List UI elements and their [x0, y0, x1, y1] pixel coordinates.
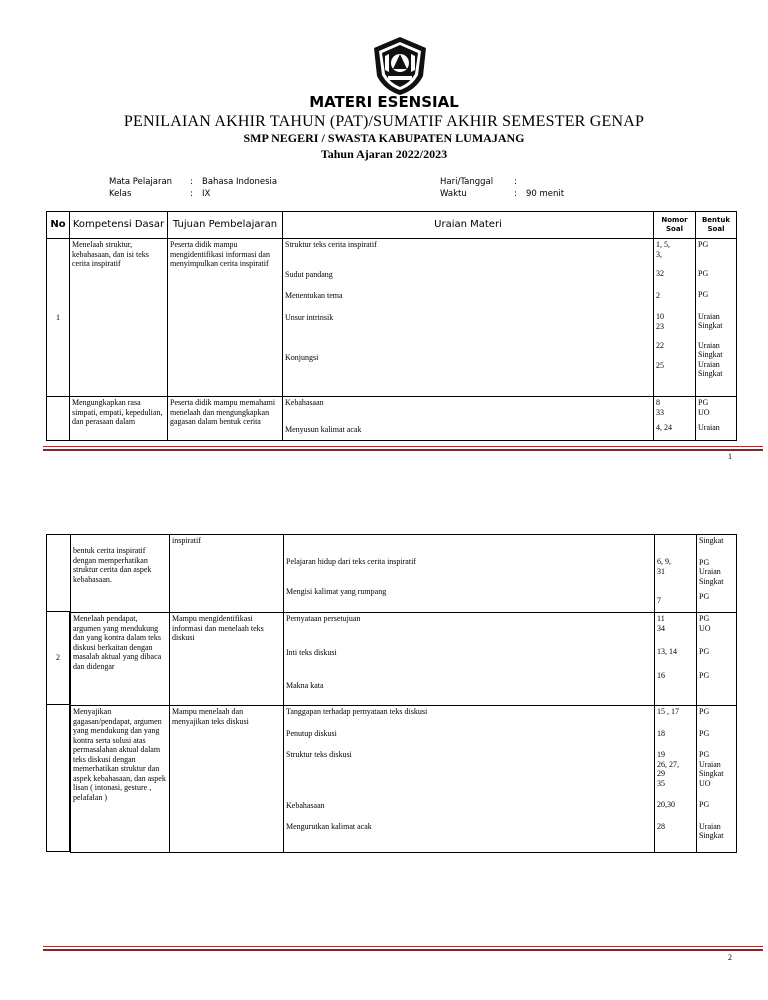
materi-item: Menyusun kalimat acak — [285, 424, 362, 434]
header-kompetensi-dasar: Kompetensi Dasar — [70, 212, 168, 239]
materi-cell — [283, 397, 654, 441]
bentuk-item: Uraian — [699, 759, 721, 769]
tp-cell: Peserta didik mampu mengidentifikasi informasi dan menyimpulkan cerita inspiratif — [168, 239, 283, 397]
kd-cell: Mengungkapkan rasa simpati, empati, kepedulian, dan perasaan dalam — [70, 397, 168, 441]
bentuk-item: UO — [699, 623, 711, 633]
mapel-label: Mata Pelajaran — [109, 177, 173, 187]
bentuk-item: PG — [699, 800, 710, 809]
row-number: 2 — [47, 612, 70, 705]
bentuk-item: Uraian — [699, 821, 721, 831]
kd-cell — [71, 535, 170, 613]
bentuk-item: Singkat — [698, 350, 723, 359]
header-uraian-materi: Uraian Materi — [283, 212, 654, 239]
header-tujuan-pembelajaran: Tujuan Pembelajaran — [168, 212, 283, 239]
bentuk-item: PG — [698, 398, 709, 407]
hari-colon: : — [514, 177, 517, 187]
materi-table-page1 — [46, 211, 737, 441]
bentuk-item: PG — [698, 240, 709, 249]
bentuk-cell — [696, 239, 737, 397]
materi-item: Mengisi kalimat yang rumpang — [286, 586, 387, 596]
footer-rule — [43, 949, 763, 951]
header-bentuk-soal: Bentuk Soal — [696, 212, 737, 239]
kelas-colon: : — [190, 189, 193, 199]
nomor-item: 33 — [656, 407, 664, 417]
bentuk-item: PG — [699, 557, 710, 567]
footer-rule — [43, 946, 763, 947]
nomor-cell — [655, 613, 697, 706]
materi-item: Konjungsi — [285, 353, 319, 362]
bentuk-item: Singkat — [699, 831, 724, 840]
hari-label: Hari/Tanggal — [440, 177, 494, 187]
kd-cell: Menyajikan gagasan/pendapat, argumen yang mendukung dan yang kontra serta solusi atas permasalahan aktual dalam teks diskusi dengan memerhatikan struktur dan aspek kebahasaan, dan aspek lisan ( intonasi, gesture , pelafalan ) — [71, 706, 170, 853]
kelas-label: Kelas — [109, 189, 132, 199]
document-subtitle: PENILAIAN AKHIR TAHUN (PAT)/SUMATIF AKHIR SEMESTER GENAP — [123, 113, 645, 130]
academic-year: Tahun Ajaran 2022/2023 — [320, 147, 448, 161]
bentuk-item: PG — [699, 670, 710, 680]
footer-rule — [43, 446, 763, 447]
materi-cell — [284, 613, 655, 706]
waktu-value: 90 menit — [526, 189, 565, 199]
tp-cell: Peserta didik mampu memahami menelaah dan mengungkapkan gagasan dalam bentuk cerita — [168, 397, 283, 441]
bentuk-cell — [697, 706, 737, 853]
nomor-item: 18 — [657, 728, 665, 738]
waktu-colon: : — [514, 189, 517, 199]
lumajang-regency-logo — [371, 36, 429, 96]
bentuk-item: Singkat — [698, 321, 723, 330]
nomor-item: 7 — [657, 596, 661, 605]
document-title: MATERI ESENSIAL — [309, 93, 459, 111]
bentuk-cell — [697, 613, 737, 706]
materi-cell — [283, 239, 654, 397]
bentuk-item: Uraian — [698, 423, 720, 432]
bentuk-item: PG — [699, 592, 710, 601]
nomor-item: 25 — [656, 360, 664, 370]
nomor-item: 26, 27, — [657, 759, 679, 769]
mapel-colon: : — [190, 177, 193, 187]
materi-item: Makna kata — [286, 681, 324, 690]
row-number — [47, 397, 70, 441]
bentuk-item: PG — [699, 728, 710, 738]
kd-text: bentuk cerita inspiratif dengan memperhatikan struktur cerita dan aspek kebahasaan. — [73, 546, 152, 584]
table-row — [71, 613, 737, 706]
nomor-item: 2 — [656, 290, 660, 300]
nomor-item: 15 , 17 — [657, 707, 679, 716]
nomor-item: 4, 24 — [656, 423, 672, 432]
materi-item: Menentukan tema — [285, 291, 343, 300]
nomor-item: 20,30 — [657, 800, 675, 809]
kd-cell: Menelaah pendapat, argumen yang mendukung dan yang kontra dalam teks diskusi berkaitan dengan masalah aktual yang dibaca dan didengar — [71, 613, 170, 706]
nomor-item: 28 — [657, 821, 665, 831]
nomor-item: 1, 5, — [656, 240, 670, 249]
materi-cell — [284, 535, 655, 613]
nomor-item: 35 — [657, 778, 665, 788]
materi-item: Unsur intrinsik — [285, 312, 334, 322]
materi-item: Tanggapan terhadap pernyataan teks diskusi — [286, 707, 428, 716]
nomor-item: 23 — [656, 321, 664, 331]
mapel-value: Bahasa Indonesia — [202, 177, 278, 187]
nomor-item: 34 — [657, 623, 665, 633]
bentuk-item: PG — [698, 268, 709, 278]
materi-item: Kebahasaan — [285, 398, 324, 407]
bentuk-item: Singkat — [698, 369, 723, 378]
page-number: 2 — [728, 953, 732, 962]
bentuk-item: Singkat — [699, 576, 724, 586]
bentuk-item: Uraian — [698, 359, 720, 369]
bentuk-item: Singkat — [699, 769, 724, 778]
materi-item: Mengurutkan kalimat acak — [286, 822, 372, 831]
materi-item: Inti teks diskusi — [286, 647, 337, 657]
nomor-item: 6, 9, — [657, 557, 671, 566]
row-number: 1 — [47, 239, 70, 397]
nomor-item: 8 — [656, 398, 660, 407]
header-no: No — [47, 212, 70, 239]
materi-item: Penutup diskusi — [286, 728, 337, 738]
bentuk-item: PG — [698, 290, 709, 299]
kelas-value: IX — [202, 189, 211, 199]
nomor-item: 32 — [656, 269, 664, 278]
bentuk-item: Uraian — [698, 311, 720, 321]
waktu-label: Waktu — [440, 189, 467, 199]
nomor-cell — [655, 706, 697, 853]
nomor-item: 19 — [657, 750, 665, 759]
tp-cell: Mampu mengidentifikasi informasi dan menelaah teks diskusi — [170, 613, 284, 706]
footer-rule — [43, 449, 763, 451]
page2-no-column — [46, 611, 70, 852]
bentuk-item: UO — [699, 778, 711, 788]
materi-item: Pernyataan persetujuan — [286, 614, 361, 623]
row-number — [47, 705, 70, 852]
bentuk-item: UO — [698, 407, 710, 417]
bentuk-item: Uraian — [698, 340, 720, 350]
materi-item: Sudut pandang — [285, 269, 333, 279]
tp-cell: Mampu menelaah dan menyajikan teks diskusi — [170, 706, 284, 853]
bentuk-cell — [696, 397, 737, 441]
bentuk-item: Uraian — [699, 567, 721, 576]
nomor-item: 16 — [657, 670, 665, 680]
materi-table-page2 — [70, 534, 737, 853]
school-name: SMP NEGERI / SWASTA KABUPATEN LUMAJANG — [243, 131, 525, 145]
nomor-cell — [654, 239, 696, 397]
nomor-item: 22 — [656, 341, 664, 350]
table-row — [47, 397, 737, 441]
bentuk-item: PG — [699, 750, 710, 759]
bentuk-item: PG — [699, 647, 710, 656]
materi-item: Pelajaran hidup dari teks cerita inspiratif — [286, 557, 416, 566]
page-number: 1 — [728, 452, 732, 461]
nomor-item: 31 — [657, 566, 665, 576]
materi-item: Struktur teks cerita inspiratif — [285, 240, 377, 249]
header-nomor-soal: Nomor Soal — [654, 212, 696, 239]
nomor-item: 3, — [656, 249, 662, 259]
nomor-item: 10 — [656, 312, 664, 321]
page2-no-cell-top — [46, 534, 70, 612]
materi-item: Struktur teks diskusi — [286, 750, 352, 759]
table-row — [71, 706, 737, 853]
bentuk-item: PG — [699, 707, 710, 716]
materi-cell — [284, 706, 655, 853]
table-row — [71, 535, 737, 613]
bentuk-item: Singkat — [699, 536, 724, 545]
bentuk-item: PG — [699, 614, 710, 623]
nomor-item: 29 — [657, 769, 665, 778]
materi-item: Kebahasaan — [286, 800, 325, 810]
nomor-item: 13, 14 — [657, 647, 677, 656]
nomor-cell — [654, 397, 696, 441]
tp-cell: inspiratif — [170, 535, 284, 613]
nomor-cell — [655, 535, 697, 613]
kd-cell: Menelaah struktur, kebahasaan, dan isi teks cerita inspiratif — [70, 239, 168, 397]
table-row — [47, 239, 737, 397]
bentuk-cell — [697, 535, 737, 613]
nomor-item: 11 — [657, 614, 665, 623]
